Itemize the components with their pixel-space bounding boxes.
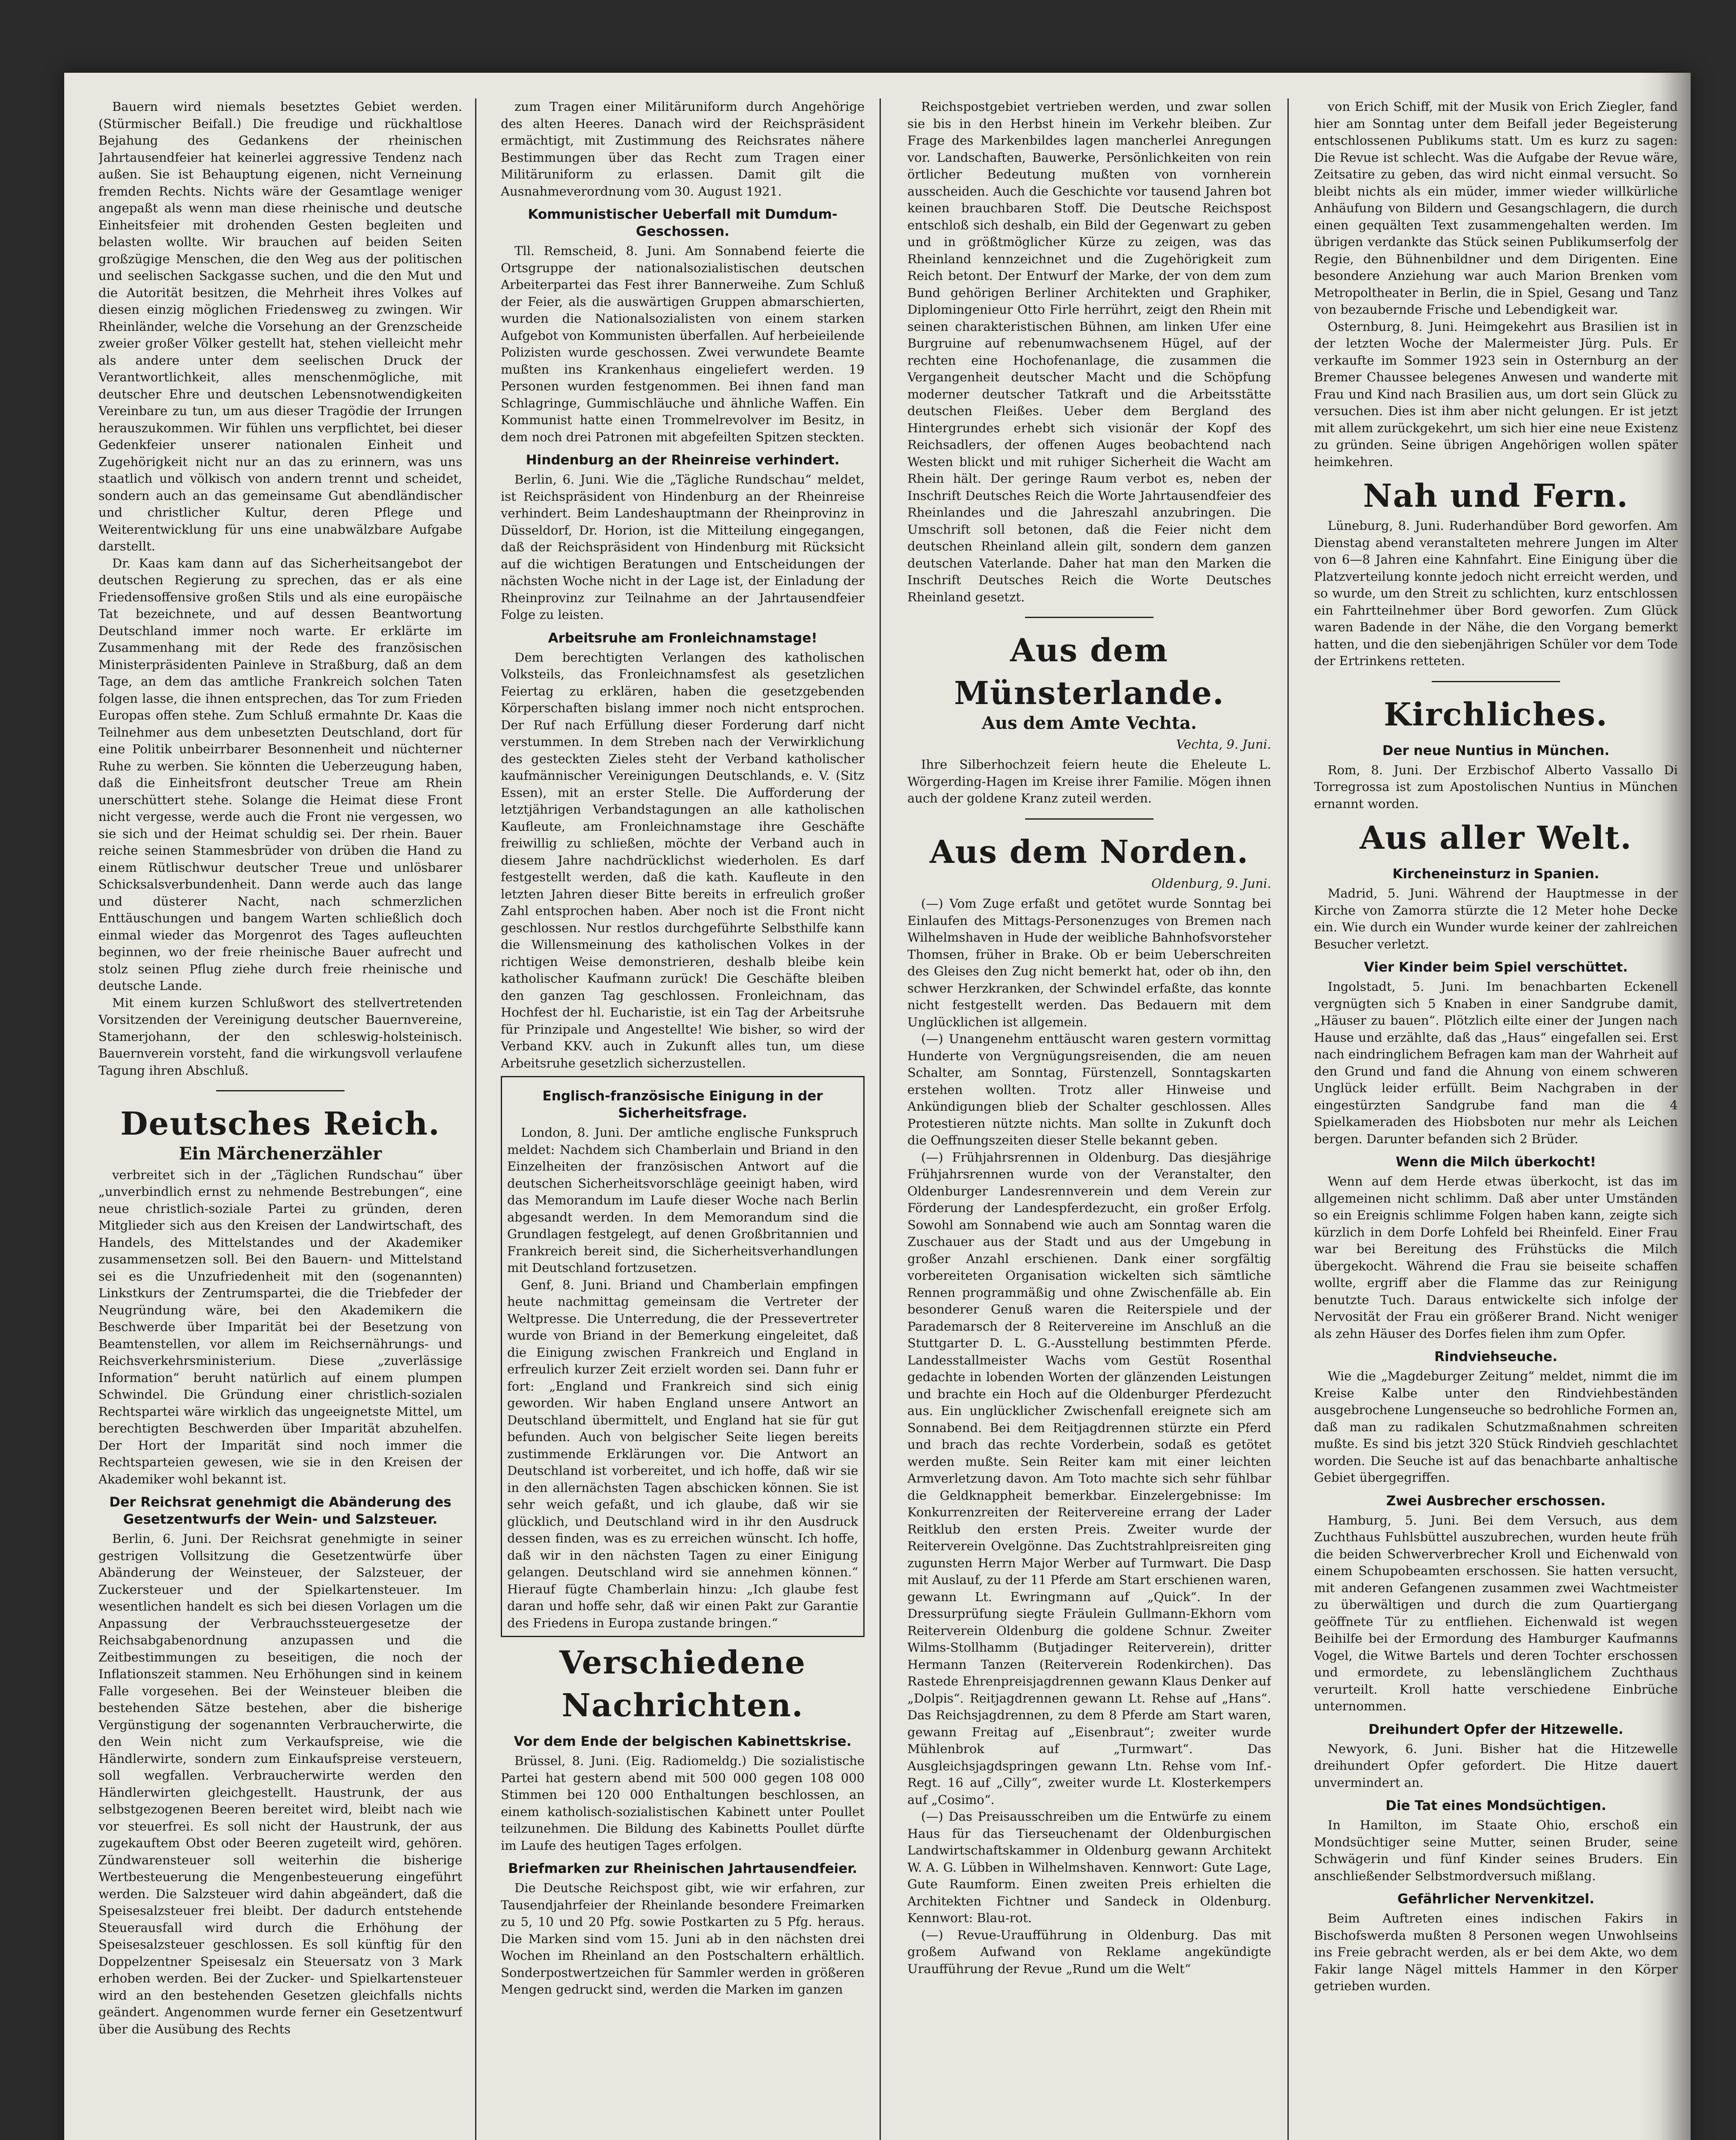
article-text: (—) Vom Zuge erfaßt und getötet wurde Sonntag bei Einlaufen des Mittags-Personenzuges von Bremen nach Wilhelmshaven in Hude der weibliche Bahnhofsvorsteher Thomsen, früher in Brake. Ob er beim Ueberschreiten des Gleises den Zug nicht bemerkt hat, oder ob ihn, den schwer Herzkranken, der Schwindel erfaßte, das konnte nicht festgestellt werden. Das Bedauern mit dem Unglücklichen ist allgemein. (907, 896, 1271, 1029)
article-headline: Vor dem Ende der belgischen Kabinettskrise. (514, 1734, 852, 1749)
separator-line (1025, 617, 1153, 618)
section-title: Kirchliches. (1384, 696, 1608, 733)
dateline: Oldenburg, 9. Juni. (1151, 876, 1271, 891)
article-text: (—) Unangenehm enttäuscht waren gestern vormittag Hunderte von Vergnügungsreisenden, die am neuen Schalter, am Sonntag, Fürstenzell, Sonntagskarten erstehen wollten. Trotz aller Hinweise und Ankündigungen blieb der Schalter geschlossen. Alles Protestieren nützte nichts. Man sollte in Zukunft doch die Oeffnungszeiten dieser Stelle bekannt geben. (907, 1031, 1271, 1147)
article-text: Berlin, 6. Juni. Der Reichsrat genehmigte in seiner gestrigen Vollsitzung die Gesetzentwürfe über Abänderung der Weinsteuer, der Salzsteuer, der Zuckersteuer und der Spielkartensteuer. Im wesentlichen handelt es sich bei diesen Vorlagen um die Anpassung der Verbrauchssteuergesetze der Reichsabgabenordnung anzupassen und die Zeitbestimmungen zu beseitigen, die noch der Inflationszeit stammen. Neu Erhöhungen sind in keinem Falle vorgesehen. Bei der Weinsteuer bleiben die bestehenden Sätze bestehen, aber die bisherige Vergünstigung der sogenannten Verbraucherwirte, die den Wein nicht zum Verkaufspreise, wie die Händlerwirte, sondern zum Einkaufspreise versteuern, soll wegfallen. Verbraucherwirte werden den Händlerwirten gleichgestellt. Haustrunk, der aus selbstgezogenen Beeren bereitet wird, bleibt nach wie vor steuerfrei. Es soll nicht der Haustrunk, der aus zugekauftem Obst oder Beeren zugeteilt wird, gehören. Zündwarensteuer soll weiterhin die bisherige Wertbesteuerung die Mengenbesteuerung eingeführt werden. Die Salzsteuer wird dahin abgeändert, daß die Speisesalzsteuer frei bleibt. Der dadurch entstehende Steuerausfall wird durch die Erhöhung der Speisesalzsteuer geschlossen. Es soll künftig für den Doppelzentner Speisesalz ein Steuersatz von 3 Mark erhoben werden. Bei der Zucker- und Spielkartensteuer wird an den bestehenden Gesetzen gleichfalls nichts geändert. Angenommen wurde ferner ein Gesetzentwurf über die Ausübung des Rechts (98, 1531, 462, 2036)
article-text: Osternburg, 8. Juni. Heimgekehrt aus Brasilien ist in der letzten Woche der Malermeister Jürg. Puls. Er verkaufte im Sommer 1923 sein in Osternburg an der Bremer Chaussee belegenes Anwesen und wanderte mit Frau und Kind nach Brasilien aus, um dort sein Glück zu versuchen. Dies ist ihm aber nicht gelungen. Er ist jetzt mit allem zurückgekehrt, um sich hier eine neue Existenz zu gründen. Seine übrigen Angehörigen wollen später heimkehren. (1314, 319, 1678, 469)
article-headline: Arbeitsruhe am Fronleichnamstage! (548, 630, 817, 646)
article-text: verbreitet sich in der „Täglichen Rundschau“ über „unverbindlich ernst zu nehmende Bestrebungen“, eine neue christlich-soziale Partei zu gründen, deren Mitglieder sich aus den Kreisen der Landwirtschaft, des Handels, des Mittelstandes und der Akademiker zusammensetzen soll. Bei den Bauern- und Mittelstand sei es die Unzufriedenheit mit den (sogenannten) Linkstkurs der Zentrumspartei, die die Triebfeder der Neugründung wäre, bei den Akademikern die Beschwerde über Imparität bei der Besetzung von Beamtenstellen, vor allem im Reichsernährungs- und Reichsverkehrsministerium. Diese „zuverlässige Information“ beruht natürlich auf einem plumpen Schwindel. Die Gründung einer christlich-sozialen Rechtspartei wäre wirklich das ungeeignetste Mittel, um berechtigten Beschwerden über Imparität abzuhelfen. Der Hort der Imparität sind noch immer die Rechtsparteien gewesen, wie sie in den Kreisen der Akademiker wohl bekannt ist. (98, 1167, 462, 1486)
article-headline: Der neue Nuntius in München. (1382, 743, 1610, 758)
article-headline: Wenn die Milch überkocht! (1395, 1154, 1596, 1170)
section-title: Aus dem Münsterlande. (954, 632, 1225, 712)
column-1 (98, 98, 462, 2140)
separator-line (1432, 681, 1560, 682)
article-headline: Hindenburg an der Rheinreise verhindert. (526, 452, 840, 468)
article-headline: Gefährlicher Nervenkitzel. (1397, 1891, 1595, 1907)
article-text: Ihre Silberhochzeit feiern heute die Eheleute L. Wörgerding-Hagen im Kreise ihrer Familie. Mögen ihnen auch der goldene Kranz zuteil werden. (907, 757, 1271, 805)
column-4 (1314, 98, 1678, 2140)
section-title: Deutsches Reich. (120, 1106, 440, 1142)
article-text: Dem berechtigten Verlangen des katholischen Volksteils, das Fronleichnamsfest als gesetzlichen Feiertag zu erklären, haben die gesetzgebenden Körperschaften bislang immer noch nicht entsprochen. Der Ruf nach Erfüllung dieser Forderung darf nicht verstummen. In dem Streben nach der Verwirklichung des gesteckten Zieles steht der Verband katholischer kaufmännischer Vereinigungen Deutschlands, e. V. (Sitz Essen), mit an erster Stelle. Die Aufforderung der letztjährigen Verbandstagungen an alle katholischen Kaufleute, am Fronleichnamstage ihre Geschäfte freiwillig zu schließen, möchte der Verband auch in diesem Jahre nachdrücklichst wiederholen. Es darf festgestellt werden, daß die kath. Kaufleute in den letzten Jahren dieser Bitte bereits in erfreulich großer Zahl entsprochen haben. Aber noch ist die Front nicht geschlossen. Nur restlos durchgeführte Selbsthilfe kann die Willensmeinung des katholischen Volkes in der richtigen Weise demonstrieren, deshalb bleibe kein katholischer Kaufmann zurück! Die Geschäfte bleiben den ganzen Tag geschlossen. Fronleichnam, das Hochfest der hl. Eucharistie, ist ein Tag der Arbeitsruhe für Prinzipale und Angestellte! Wie bisher, so wird der Verband KKV. auch in Zukunft alles tun, um diese Arbeitsruhe gesetzlich sicherzustellen. (501, 650, 865, 1070)
article-headline: Ein Märchenerzähler (179, 1144, 382, 1164)
article-headline: Kommunistischer Ueberfall mit Dumdum-Geschossen. (528, 207, 838, 239)
article-text: Wie die „Magdeburger Zeitung“ meldet, nimmt die im Kreise Kalbe unter den Rindviehbeständen ausgebrochene Lungenseuche so bedrohliche Formen an, daß man zu radikalen Schutzmaßnahmen schreiten mußte. Es sind bis jetzt 320 Stück Rindvieh geschlachtet worden. Die Seuche ist auf das benachbarte anhaltische Gebiet übergegriffen. (1314, 1369, 1678, 1485)
article-text: (—) Das Preisausschreiben um die Entwürfe zu einem Haus für das Tierseuchenamt der Oldenburgischen Landwirtschaftskammer in Oldenburg gewann Architekt W. A. G. Lübben in Wilhelmshaven. Kennwort: Gute Lage, Gute Raumform. Einen zweiten Preis erhielten die Architekten Fichtner und Sandeck in Oldenburg. Kennwort: Blau-rot. (907, 1809, 1271, 1925)
article-text: Lüneburg, 8. Juni. Ruderhandüber Bord geworfen. Am Dienstag abend veranstalteten mehrere Jungen im Alter von 6—8 Jahren eine Kahnfahrt. Eine Einigung über die Platzverteilung konnte jedoch nicht erreicht werden, und so wurde, um den Streit zu schlichten, kurz entschlossen ein Fahrtteilnehmer über Bord geworfen. Zum Glück waren Badende in der Nähe, die den Vorgang bemerkt hatten, und die den siebenjährigen Schüler vor dem Tode der Ertrinkens retteten. (1314, 518, 1678, 668)
section-title: Nah und Fern. (1363, 478, 1629, 514)
article-text: zum Tragen einer Militäruniform durch Angehörige des alten Heeres. Danach wird der Reichspräsident ermächtigt, mit Zustimmung des Reichsrates nähere Bestimmungen über das Recht zum Tragen einer Militäruniform zu erlassen. Damit gilt die Ausnahmeverordnung vom 30. August 1921. (501, 99, 865, 199)
column-rule (475, 98, 476, 2140)
article-headline: Vier Kinder beim Spiel verschüttet. (1364, 960, 1628, 975)
section-title: Aus aller Welt. (1359, 820, 1632, 856)
article-headline: Rindviehseuche. (1434, 1349, 1558, 1364)
article-text: In Hamilton, im Staate Ohio, erschoß ein Mondsüchtiger seine Mutter, seinen Bruder, seine Schwägerin und fünf Kinder seines Bruders. Ein anschließender Selbstmordversuch mißlang. (1314, 1818, 1678, 1883)
article-text: London, 8. Juni. Der amtliche englische Funkspruch meldet: Nachdem sich Chamberlain und Briand in den Einzelheiten der französischen Antwort auf die deutschen Sicherheitsvorschläge geeinigt haben, wird das Memorandum im Laufe dieser Woche nach Berlin abgesandt werden. In dem Memorandum sind die Grundlagen festgelegt, auf denen Großbritannien und Frankreich bereit sind, die Sicherheitsverhandlungen mit Deutschland fortzusetzen. (507, 1125, 858, 1275)
article-text: Tll. Remscheid, 8. Juni. Am Sonnabend feierte die Ortsgruppe der nationalsozialistischen deutschen Arbeiterpartei das Fest ihrer Bannerweihe. Zum Schluß der Feier, als die auswärtigen Gruppen abmarschierten, wurden die Nationalsozialisten von einem starken Aufgebot von Kommunisten überfallen. Auf herbeieilende Polizisten wurde geschossen. Zwei verwundete Beamte mußten ins Krankenhaus eingeliefert werden. 19 Personen wurden festgenommen. Bei ihnen fand man Schlagringe, Gummischläuche und ähnliche Waffen. Ein Kommunist hatte einen Trommelrevolver im Besitz, in dem noch drei Patronen mit abgefeilten Spitzen steckten. (501, 244, 865, 444)
article-headline: Englisch-französische Einigung in der Sicherheitsfrage. (542, 1088, 823, 1121)
article-text: Berlin, 6. Juni. Wie die „Tägliche Rundschau“ meldet, ist Reichspräsident von Hindenburg an der Rheinreise verhindert. Beim Landeshauptmann der Rheinprovinz in Düsseldorf, Dr. Horion, ist die Mitteilung eingegangen, daß der Reichspräsident von Hindenburg mit Rücksicht auf die wichtigen Beratungen und Entscheidungen der nächsten Woche nicht in der Lage ist, der Einladung der Rheinprovinz zur Teilnahme an der Jahrtausendfeier Folge zu leisten. (501, 472, 865, 622)
article-text: Rom, 8. Juni. Der Erzbischof Alberto Vassallo Di Torregrossa ist zum Apostolischen Nuntius in München ernannt worden. (1314, 762, 1678, 811)
separator-line (1025, 818, 1153, 820)
article-text: Dr. Kaas kam dann auf das Sicherheitsangebot der deutschen Regierung zu sprechen, das er als eine Friedensoffensive großen Stils und als eine europäische Tat bezeichnete, und auf dessen Beantwortung Deutschland immer noch warte. Er erklärte im Zusammenhang mit der Rede des französischen Ministerpräsidenten Painleve in Straßburg, daß an dem Tage, an dem das amtliche Frankreich solchen Taten folgen lasse, die ihnen entsprechen, das Tor zum Frieden Europas offen stehe. Zum Schluß ermahnte Dr. Kaas die Teilnehmer aus dem unbesetzten Deutschland, dort für eine Politik unbeirrbarer Besonnenheit und nüchterner Ruhe zu werben. Sie könnten die Ueberzeugung haben, daß die Einheitsfront deutscher Treue am Rhein unerschüttert stehe. Solange die Heimat diese Front nicht vergesse, werde auch die Front nie vergessen, wo sie sich und der Heimat schuldig sei. Der rhein. Bauer reiche seinen Stammesbrüder von drüben die Hand zu einem Rütlischwur deutscher Treue und unlösbarer Schicksalsverbundenheit. Dann werde auch das lange und düsterer Nacht, nach schmerzlichen Enttäuschungen und bangem Warten schließlich doch einmal wieder das Morgenrot des Tages aufleuchten beginnen, wo der freie rheinische Bauer aufrecht und stolz seinen Pflug ziehe durch freie rheinische und deutsche Lande. (98, 556, 462, 993)
article-text: Brüssel, 8. Juni. (Eig. Radiomeldg.) Die sozialistische Partei hat gestern abend mit 500 000 gegen 108 000 Stimmen bei 120 000 Enthaltungen beschlossen, an einem katholisch-sozialistischen Kabinett unter Poullet teilzunehmen. Die Bildung des Kabinetts Poullet dürfte im Laufe des heutigen Tages erfolgen. (501, 1754, 865, 1853)
column-rule (1287, 98, 1289, 2140)
article-text: von Erich Schiff, mit der Musik von Erich Ziegler, fand hier am Sonntag unter dem Beifall jeder Begeisterung entschlossenen Publikums statt. Um es kurz zu sagen: Die Revue ist schlecht. Was die Aufgabe der Revue wäre, Zeitsatire zu geben, das wird nicht einmal versucht. So bleibt nichts als ein müder, immer wieder willkürliche Anhäufung von Bildern und Gesangschlagern, die durch einen gequälten Text zusammengehalten werden. Im übrigen verdankte das Stück seinen Publikumserfolg der Regie, den Bühnenbildner und dem Dirigenten. Eine besondere Anziehung war auch Marion Brenken vom Metropoltheater in Berlin, die in Spiel, Gesang und Tanz von bezaubernde Frische und Lebendigkeit war. (1314, 99, 1678, 317)
article-text: Bauern wird niemals besetztes Gebiet werden. (Stürmischer Beifall.) Die freudige und rückhaltlose Bejahung des Gedankens der rheinischen Jahrtausendfeier hat keinerlei aggressive Tendenz nach außen. Sie ist Behauptung eigenen, nicht Verneinung fremden Rechts. Nichts wäre der Gesamtlage weniger angepaßt als wenn man diese rheinische und deutsche Einheitsfeier mit drohenden Gesten begleiten und belasten wollte. Wir brauchen auf beiden Seiten großzügige Menschen, die den Weg aus der politischen und seelischen Sackgasse suchen, und die den Mut und die Autorität besitzen, die Mehrheit ihres Volkes auf diesen einzig möglichen Friedensweg zu zwingen. Wir Rheinländer, welche die Vorsehung an der Grenzscheide zweier großer Völker gestellt hat, stehen vielleicht mehr als andere unter dem seelischen Druck der Verantwortlichkeit, alles menschenmögliche, mit deutscher Ehre und deutschen Lebensnotwendigkeiten Vereinbare zu tun, um aus dieser Tragödie der Irrungen herauszukommen. Wir fühlen uns verpflichtet, bei dieser Gedenkfeier unserer nationalen Einheit und Zugehörigkeit nicht nur an das zu erinnern, was uns staatlich und völkisch von andern trennt und scheidet, sondern auch an das gemeinsame Gut abendländischer und christlicher Kultur, deren Pflege und Weiterentwicklung für uns eine unabwälzbare Aufgabe darstellt. (98, 99, 462, 553)
article-headline: Die Tat eines Mondsüchtigen. (1385, 1798, 1606, 1813)
dateline: Vechta, 9. Juni. (1176, 737, 1271, 752)
separator-line (216, 1090, 345, 1091)
article-text: Wenn auf dem Herde etwas überkocht, ist das im allgemeinen nicht schlimm. Daß aber unter Umständen so ein Ereignis schlimme Folgen haben kann, zeigte sich kürzlich in dem Dorfe Lohfeld bei Rheinfeld. Einer Frau war bei Bereitung des Frühstücks die Milch übergekocht. Während die Frau sie beiseite schaffen wollte, ergriff aber die Flamme das zur Reinigung benutzte Tuch. Daraus entwickelte sich infolge der Nervosität der Frau ein größerer Brand. Nicht weniger als zehn Häuser des Dorfes fielen ihm zum Opfer. (1314, 1174, 1678, 1341)
article-headline: Briefmarken zur Rheinischen Jahrtausendfeier. (508, 1861, 857, 1876)
column-2 (501, 98, 865, 2140)
article-headline: Zwei Ausbrecher erschossen. (1386, 1493, 1606, 1509)
article-text: (—) Revue-Uraufführung in Oldenburg. Das mit großem Aufwand von Reklame angekündigte Uraufführung der Revue „Rund um die Welt“ (907, 1927, 1271, 1976)
article-headline: Kircheneinsturz in Spanien. (1392, 866, 1599, 882)
article-text: Hamburg, 5. Juni. Bei dem Versuch, aus dem Zuchthaus Fuhlsbüttel auszubrechen, wurden heute früh die beiden Schwerverbrecher Kroll und Eichenwald von einem Schupobeamten erschossen. Sie hatten versucht, mit anderen Gefangenen zusammen zwei Wachtmeister zu überwältigen und durch die zum Quartiergang geöffnete Tür zu entfliehen. Eichenwald ist wegen Beihilfe bei der Ermordung des Hamburger Kaufmanns Vogel, die Witwe Bartels und deren Tochter erschossen und ermordete, zu lebenslänglichem Zuchthaus verurteilt. Kroll hatte verschiedene Einbrüche unternommen. (1314, 1513, 1678, 1713)
article-text: Reichspostgebiet vertrieben werden, und zwar sollen sie bis in den Herbst hinein im Verkehr bleiben. Zur Frage des Markenbildes lagen mancherlei Anregungen vor. Landschaften, Bauwerke, Persönlichkeiten von rein örtlicher Bedeutung mußten von vornherein ausscheiden. Auch die Geschichte vor tausend Jahren bot keinen brauchbaren Stoff. Die Deutsche Reichspost entschloß sich deshalb, ein Bild der Gegenwart zu geben und in größtmöglicher Kürze zu zeigen, was das Rheinland kennzeichnet und die Zugehörigkeit zum Reich betont. Der Entwurf der Marke, der von dem zum Bund gehörigen Berliner Architekten und Graphiker, Diplomingenieur Otto Firle herrührt, zeigt den Rhein mit seinen charakteristischen Bühnen, am linken Ufer eine Burgruine auf rebenumwachsenem Hügel, auf der rechten eine Hochofenanlage, die zusammen die Vergangenheit deutscher Macht und die Schöpfung moderner deutscher Tatkraft und die Arbeitsstätte deutschen Fleißes. Ueber dem Bergland des Hintergrundes erhebt sich visionär der Kopf des Reichsadlers, der offenen Auges beobachtend nach Westen blickt und mit ruhiger Sicherheit die Wacht am Rhein hält. Der geringe Raum verbot es, neben der Inschrift Deutsches Reich die Worte Jahrtausendfeier des Rheinlandes und die Jahreszahl anzubringen. Die Umschrift soll betonen, daß die Feier nicht dem deutschen Rheinland allein gilt, sondern dem ganzen deutschen Vaterlande. Daher hat man den Marken die Inschrift Deutsches Reich die Worte Deutsches Rheinland gesetzt. (907, 99, 1271, 604)
column-rule (880, 98, 881, 2140)
column-3 (907, 98, 1271, 2140)
article-headline: Der Reichsrat genehmigt die Abänderung des Gesetzentwurfs der Wein- und Salzsteuer. (109, 1495, 452, 1527)
article-text: Beim Auftreten eines indischen Fakirs in Bischofswerda mußten 8 Personen wegen Unwohlseins ins Freie gebracht werden, als er bei dem Akte, wo dem Fakir lange Nägel mittels Hammer in den Körper getrieben wurden. (1314, 1911, 1678, 1993)
article-text: Madrid, 5. Juni. Während der Hauptmesse in der Kirche von Zamorra stürzte die 12 Meter hohe Decke ein. Wie durch ein Wunder wurde keiner der zahlreichen Besucher verletzt. (1314, 886, 1678, 951)
article-text: (—) Frühjahrsrennen in Oldenburg. Das diesjährige Frühjahrsrennen wurde von der Veranstalter, den Oldenburger Landesrennverein und dem Verein zur Förderung der Landespferdezucht, ein großer Erfolg. Sowohl am Sonnabend wie auch am Sonntag waren die Zuschauer aus der Stadt und aus der Umgebung in großer Anzahl erschienen. Dank einer sorgfältig vorbereiteten Organisation wickelten sich sämtliche Rennen programmäßig und ohne Zwischenfälle ab. Ein besonderer Genuß waren die Reiterspiele und der Parademarsch der 8 Reitervereine im Anschluß an die Stuttgarter D. L. G.-Ausstellung bestimmten Pferde. Landesstallmeister Wachs vom Gestüt Rosenthal gedachte in lobenden Worten der glänzenden Leistungen und brachte ein Hoch auf die Oldenburger Pferdezucht aus. Ein unglücklicher Zwischenfall ereignete sich am Sonnabend. Bei dem Reitjagdrennen stürzte ein Pferd und brach das rechte Vorderbein, sodaß es getötet werden mußte. Sein Reiter kam mit einer leichten Armverletzung davon. Am Toto machte sich sehr fühlbar die Geldknappheit bemerkbar. Einzelergebnisse: Im Konkurrenzreiten der Reitervereine errang der Lader Reitklub den ersten Preis. Zweiter wurde der Reiterverein Ovelgönne. Das Zuchtstrahlpreisreiten ging zugunsten Herrn Major Werber auf Turmwart. Die Dasp mit Auslauf, zu der 11 Pferde am Start erschienen waren, gewann Lt. Ewringmann auf „Quick“. In der Dressurprüfung siegte Fräulein Gullmann-Ekhorn vom Reiterverein Oldenburg die goldene Schnur. Zweiter Wilms-Stollhamm (Butjadinger Reiterverein), dritter Hermann Tanzen (Reiterverein Rodenkirchen). Das Rastede Ehrenpreisjagdrennen gewann Klaus Denker auf „Dolpis“. Reitjagdrennen gewann Lt. Rehse auf „Hans“. Das Reichsjagdrennen, zu dem 8 Pferde am Start waren, gewann Freitag auf „Eisenbraut“; zweiter wurde Mühlenbrok auf „Turmwart“. Das Ausgleichsjagdspringen gewann Ltn. Rehse vom Inf.-Regt. 16 auf „Cilly“, zweiter wurde Lt. Klosterkempers auf „Cosimo“. (907, 1150, 1271, 1807)
article-text: Genf, 8. Juni. Briand und Chamberlain empfingen heute nachmittag gemeinsam die Vertreter der Weltpresse. Die Unterredung, die der Pressevertreter wurde von Briand in der Bemerkung eingeleitet, daß die Einigung zwischen Frankreich und England in erfreulich kurzer Zeit erzielt worden sei. Dann fuhr er fort: „England und Frankreich sind sich einig geworden. Wir haben England unsere Antwort an Deutschland übermittelt, und England hat sie für gut befunden. Auch von belgischer Seite liegen bereits zustimmende Erklärungen vor. Die Antwort an Deutschland ist vorbereitet, und ich hoffe, daß wir sie in den allernächsten Tagen abschicken können. Sie ist sehr weich gefaßt, und ich glaube, daß wir sie glücklich, und Deutschland wird in ihr den Ausdruck dessen finden, was es zu erreichen wünscht. Ich hoffe, daß wir in den nächsten Tagen zu einer Einigung gelangen. Deutschland wird sie annehmen können.“ Hierauf fügte Chamberlain hinzu: „Ich glaube fest daran und hoffe sehr, daß wir einen Pakt zur Garantie des Friedens in Europa zustande bringen.“ (507, 1277, 858, 1630)
section-subtitle: Aus dem Amte Vechta. (981, 713, 1197, 733)
article-text: Newyork, 6. Juni. Bisher hat die Hitzewelle dreihundert Opfer gefordert. Die Hitze dauert unvermindert an. (1314, 1741, 1678, 1790)
section-title: Verschiedene Nachrichten. (559, 1644, 806, 1724)
article-text: Mit einem kurzen Schlußwort des stellvertretenden Vorsitzenden der Vereinigung deutscher Bauernvereine, Stamerjohann, der den schleswig-holsteinisch. Bauernverein vorsteht, fand die wirkungsvoll verlaufene Tagung ihren Abschluß. (98, 995, 462, 1078)
article-text: Ingolstadt, 5. Juni. Im benachbarten Eckenell vergnügten sich 5 Knaben in einer Sandgrube damit, „Häuser zu bauen“. Plötzlich eilte einer der Jungen nach Hause und erzählte, daß das „Haus“ eingefallen sei. Erst nach eindringlichem Befragen kam man der Wahrheit auf den Grund und fand die Ahnung von einem schweren Unglück leider erfüllt. Beim Nachgraben in der eingestürzten Sandgrube fand man die 4 Spielkameraden des Hiobsboten nur mehr als Leichen bergen. Darunter befanden sich 2 Brüder. (1314, 979, 1678, 1146)
article-text: Die Deutsche Reichspost gibt, wie wir erfahren, zur Tausendjahrfeier der Rheinlande besondere Freimarken zu 5, 10 und 20 Pfg. sowie Postkarten zu 5 Pfg. heraus. Die Marken sind vom 15. Juni ab in den nächsten drei Wochen im Rheinland an den Postschaltern erhältlich. Sonderpostwertzeichen für Sammler werden in größeren Mengen gedruckt sind, werden die Marken im ganzen (501, 1881, 865, 1997)
article-headline: Dreihundert Opfer der Hitzewelle. (1368, 1721, 1623, 1737)
boxed-article (501, 1076, 865, 1637)
section-title: Aus dem Norden. (930, 833, 1249, 871)
newspaper-page (64, 73, 1691, 2140)
